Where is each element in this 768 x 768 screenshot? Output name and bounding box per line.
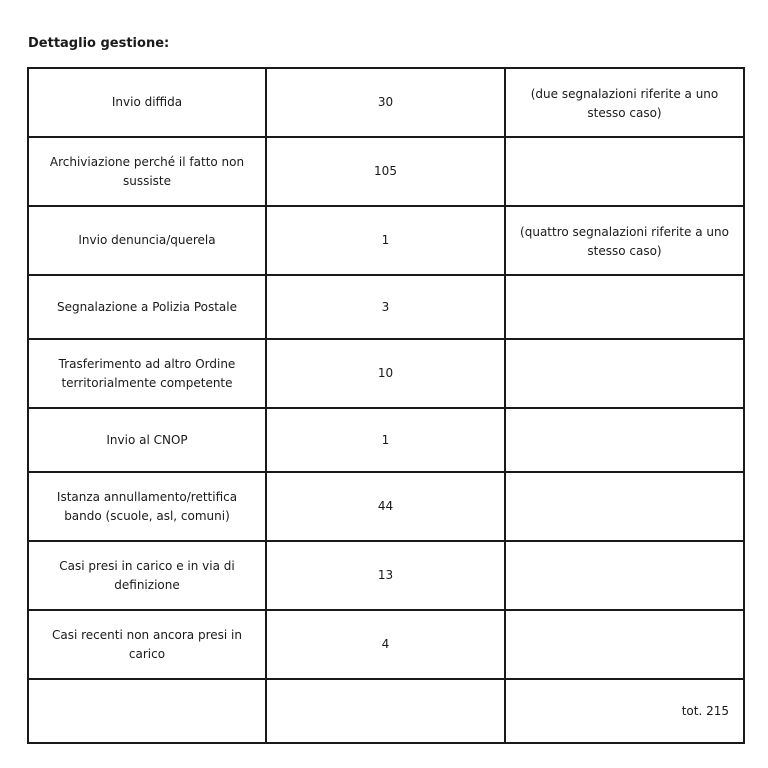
row-note [505,610,744,679]
table-row [28,472,744,541]
row-count: 1 [266,408,505,472]
page-heading: Dettaglio gestione: [28,36,170,51]
table-row [28,408,744,472]
row-description: Invio diffida [28,68,266,137]
row-description: Archiviazione perché il fatto non sussiste [28,137,266,206]
row-count: 105 [266,137,505,206]
row-count: 44 [266,472,505,541]
row-note [505,137,744,206]
row-description: Segnalazione a Polizia Postale [28,275,266,339]
row-description: Trasferimento ad altro Ordine territorialmente competente [28,339,266,408]
empty-cell [28,679,266,743]
total-row [28,679,744,743]
empty-cell [266,679,505,743]
row-description: Invio denuncia/querela [28,206,266,275]
table-row [28,339,744,408]
row-count: 30 [266,68,505,137]
row-note [505,472,744,541]
row-description: Casi recenti non ancora presi in carico [28,610,266,679]
row-count: 1 [266,206,505,275]
table-row [28,206,744,275]
table-row [28,275,744,339]
row-count: 10 [266,339,505,408]
row-note: (due segnalazioni riferite a uno stesso caso) [505,68,744,137]
total-value: tot. 215 [505,679,744,743]
row-description: Istanza annullamento/rettifica bando (scuole, asl, comuni) [28,472,266,541]
table-row [28,137,744,206]
row-note: (quattro segnalazioni riferite a uno stesso caso) [505,206,744,275]
row-note [505,408,744,472]
row-count: 3 [266,275,505,339]
row-count: 13 [266,541,505,610]
row-note [505,275,744,339]
row-description: Invio al CNOP [28,408,266,472]
row-note [505,541,744,610]
table-row [28,610,744,679]
table-row [28,541,744,610]
table-row [28,68,744,137]
row-note [505,339,744,408]
management-detail-table [27,67,745,744]
row-count: 4 [266,610,505,679]
row-description: Casi presi in carico e in via di definizione [28,541,266,610]
